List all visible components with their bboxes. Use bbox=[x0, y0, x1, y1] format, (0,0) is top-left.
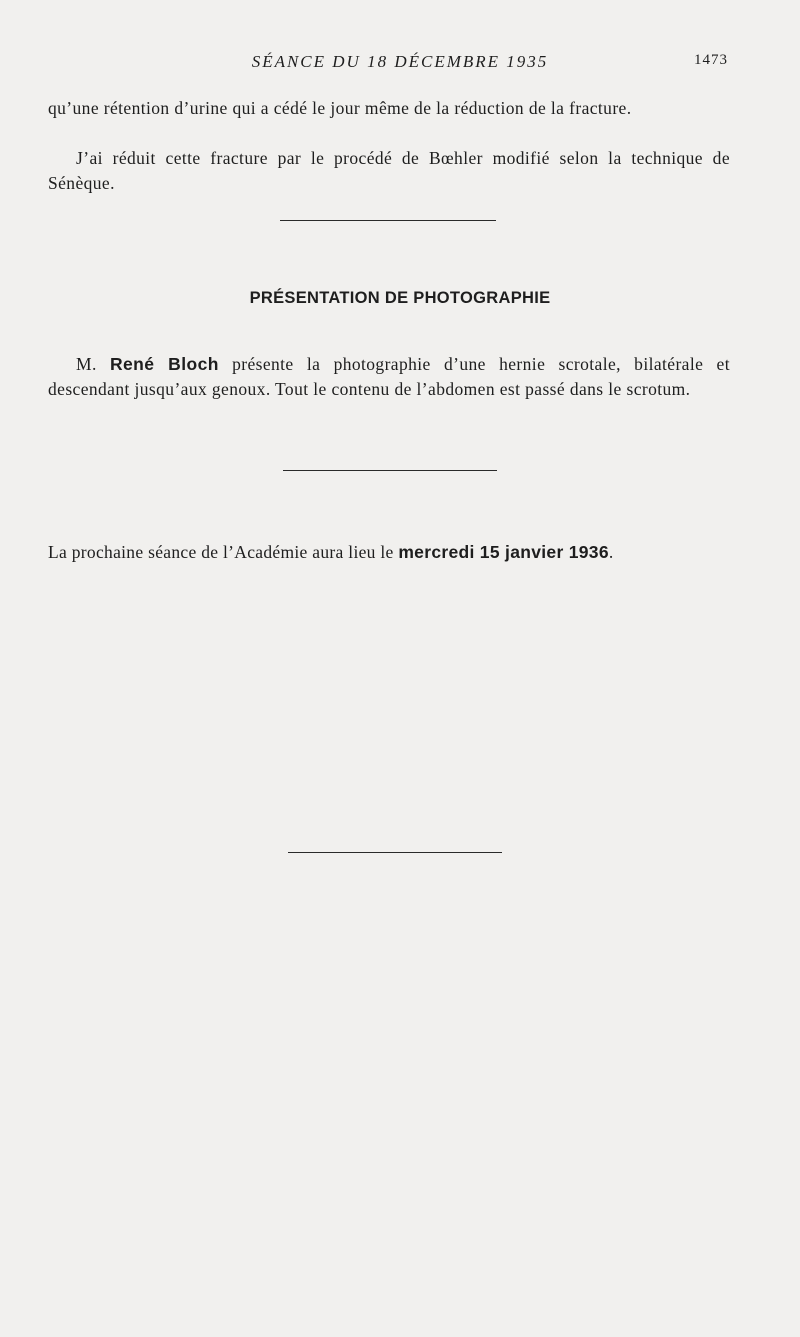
end-rule bbox=[288, 852, 502, 853]
section-divider bbox=[280, 220, 496, 221]
section-heading: PRÉSENTATION DE PHOTOGRAPHIE bbox=[249, 289, 551, 307]
page-number: 1473 bbox=[694, 52, 728, 68]
announcement-text: La prochaine séance de l’Académie aura lieu le bbox=[48, 542, 399, 562]
running-head bbox=[0, 52, 800, 74]
presentation-text: présente la photographie d’une hernie scrotale, bilatérale et descendant jusqu’aux genoux. Tout le contenu de l’abdomen est passé dans le scrotum. bbox=[48, 354, 730, 399]
running-title: SÉANCE DU 18 DÉCEMBRE 1935 bbox=[251, 52, 549, 71]
next-session-announcement bbox=[48, 540, 748, 565]
presentation-paragraph bbox=[48, 352, 730, 402]
announcement-end: . bbox=[608, 542, 614, 562]
presentation-prefix: M. bbox=[76, 354, 111, 374]
presenter-name: René Bloch bbox=[110, 354, 219, 374]
paragraph-continuation: qu’une rétention d’urine qui a cédé le jour même de la réduction de la fracture. bbox=[48, 98, 632, 118]
next-session-date: mercredi 15 janvier 1936 bbox=[398, 542, 609, 562]
paragraph-reduction: J’ai réduit cette fracture par le procédé de Bœhler modifié selon la technique de Sénèque. bbox=[48, 148, 730, 193]
section-divider bbox=[283, 470, 497, 471]
